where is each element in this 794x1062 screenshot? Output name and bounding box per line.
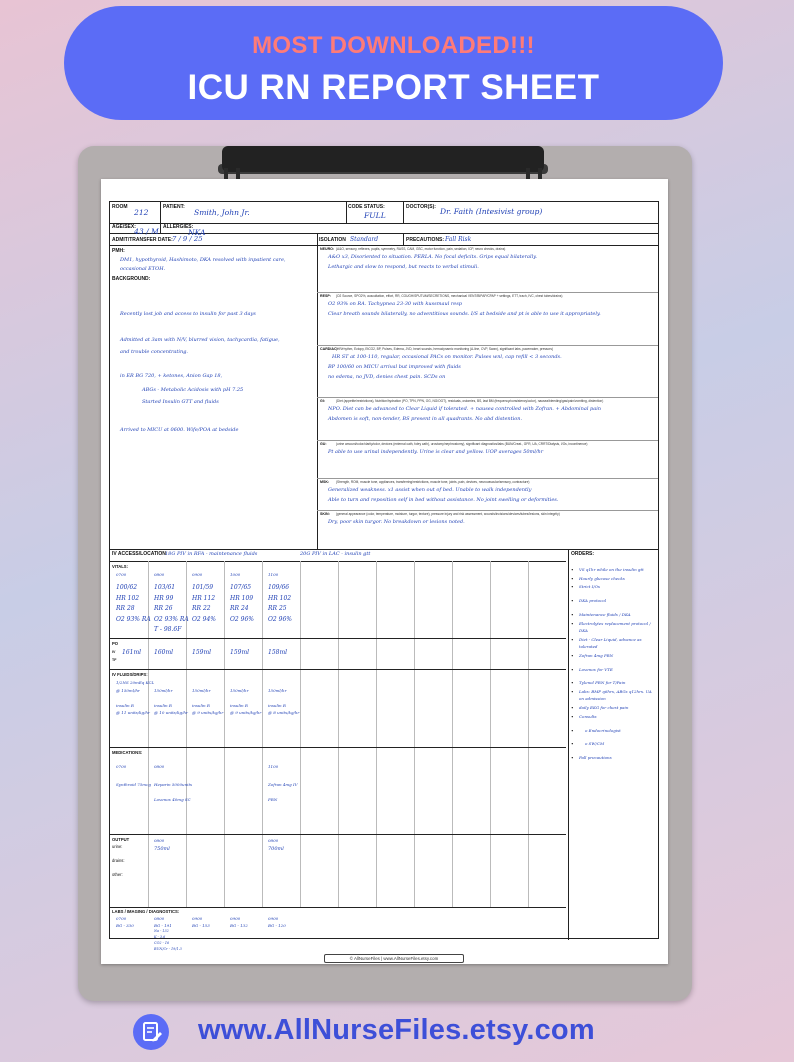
precautions-value: Fall Risk xyxy=(445,236,472,243)
background-line: in ER BG 720, + ketones, Anion Gap 18, xyxy=(120,373,223,379)
order-item: • Tylenol PRN for T/Pain xyxy=(571,679,657,686)
lab-value: Na - 132 xyxy=(154,929,169,933)
order-item: • Diet - Clear Liquid, advance as tolerated xyxy=(571,636,657,651)
medication-value: Zofran 4mg IV xyxy=(268,782,298,787)
grid-row-line xyxy=(110,747,566,748)
grid-row-line xyxy=(110,834,566,835)
system-divider xyxy=(317,510,658,511)
vitals-value: HR 102 xyxy=(116,594,140,602)
system-line: NPO. Diet can be advanced to Clear Liquid if tolerated. + nausea controlled with Zofran. + Abdominal pain xyxy=(328,406,602,412)
system-line: Lethargic and slow to respond, but reacts to verbal stimuli. xyxy=(328,264,479,270)
system-line: no edema, no JVD, denies chest pain. SCDs on xyxy=(328,374,446,380)
order-item: • Labs: BMP q6hrs, ABGs q12hrs. UA on admission xyxy=(571,688,657,703)
pmh-label: PMH: xyxy=(112,248,125,254)
admit-label: ADMIT/TRANSFER DATE: xyxy=(112,237,173,243)
medications-label: MEDICATIONS: xyxy=(112,750,143,755)
lab-value: K - 3.6 xyxy=(154,935,166,939)
fluid-value: @ 150ml/hr xyxy=(116,687,140,693)
orders-list xyxy=(571,566,657,768)
doctor-value: Dr. Faith (Intesivist group) xyxy=(440,207,543,216)
report-sheet xyxy=(101,179,668,964)
order-item: • Electrolytes replacement protocol / DKA xyxy=(571,620,657,635)
order-item: • Maintenance fluids / DKA xyxy=(571,611,657,618)
isolation-label: ISOLATION xyxy=(319,237,346,243)
grid-col-line xyxy=(224,561,225,907)
labs-label: LABS / IMAGING / DIAGNOSTICS: xyxy=(112,909,180,914)
grid-col-line xyxy=(452,561,453,907)
vitals-value: T - 98.6F xyxy=(154,626,182,633)
doctor-label: DOCTOR(S): xyxy=(406,204,436,210)
system-hint: (Strength, ROM, muscle tone, appliances, transferring/restrictions, muscle tone, joints, pain, devices, neurovascular/sensory, contracture) xyxy=(336,480,530,485)
vitals-value: O2 94% xyxy=(192,615,216,623)
allergies-label: ALLERGIES: xyxy=(163,224,194,230)
system-line: HR ST at 100-110, regular, occasional PACs on monitor. Pulses wnl, cap refill < 3 seconds. xyxy=(332,354,562,360)
medication-value: Lovenox 40mg SC xyxy=(154,797,191,802)
po-value: 159ml xyxy=(192,649,212,656)
medication-time: 0700 xyxy=(116,764,127,769)
sheet-footer: © AllNurseFiles | www.AllNurseFiles.etsy.com xyxy=(324,954,464,963)
iv-access-2: 20G PIV in LAC - insulin gtt xyxy=(300,551,371,557)
grid-col-line xyxy=(376,561,377,907)
output-label: OUTPUT xyxy=(112,837,130,842)
vitals-value: HR 109 xyxy=(230,594,254,602)
fluid-value: insulin R xyxy=(230,702,248,708)
vitals-value: O2 93% RA xyxy=(154,615,189,623)
vitals-value: 100/62 xyxy=(116,584,138,591)
system-label: MSK: xyxy=(320,480,330,484)
vitals-time: 0800 xyxy=(154,572,165,577)
output-time: 0800 xyxy=(154,838,165,843)
system-divider xyxy=(317,345,658,346)
po-value: 161ml xyxy=(122,649,142,656)
fluid-value: 150ml/hr xyxy=(192,687,211,693)
po-label: PO xyxy=(112,641,119,646)
vitals-value: RR 25 xyxy=(268,605,287,612)
output-value: 700ml xyxy=(268,846,284,852)
allergies-value: NKA xyxy=(188,228,206,237)
pmh-line: occasional ETOH. xyxy=(120,266,166,272)
order-item: • daily EKG for chest pain xyxy=(571,704,657,711)
system-hint: (A&O, sensory, reflexes, pupils, symmetry, RASS, CAM, GSC, motor function, pain, sedation, ICP, neuro checks, drains) xyxy=(336,247,506,252)
fluid-value: insulin R xyxy=(268,702,286,708)
output-row-label: other: xyxy=(112,872,123,877)
isolation-value: Standard xyxy=(350,236,379,243)
fluid-value: 150ml/hr xyxy=(268,687,287,693)
system-divider xyxy=(317,440,658,441)
document-edit-icon xyxy=(133,1014,169,1050)
lab-value: BG - 132 xyxy=(230,923,248,928)
system-label: RESP: xyxy=(320,294,331,298)
system-divider xyxy=(317,292,658,293)
vitals-value: RR 26 xyxy=(154,605,173,612)
grid-row-line xyxy=(110,669,566,670)
lab-value: BUN/Cr - 19/1.3 xyxy=(154,947,182,951)
order-item: • Strict I/Os xyxy=(571,583,657,590)
background-line: Arrived to MICU at 0600. Wife/POA at bedside xyxy=(120,427,239,433)
order-item: • Hourly glucose checks xyxy=(571,575,657,582)
vitals-value: HR 102 xyxy=(268,594,292,602)
grid-row-line xyxy=(110,638,566,639)
output-row-label: drains: xyxy=(112,858,125,863)
vitals-value: RR 22 xyxy=(192,605,211,612)
order-item: • DKA protocol xyxy=(571,597,657,604)
shop-url-link[interactable]: www.AllNurseFiles.etsy.com xyxy=(198,1014,595,1046)
background-line: Admitted at 3am with N/V, blurred vision, tachycardia, fatigue, xyxy=(120,337,280,343)
medication-value: Synthroid 75mcg xyxy=(116,782,151,787)
background-label: BACKGROUND: xyxy=(112,276,151,282)
output-time: 0800 xyxy=(268,838,279,843)
lab-value: BG - 120 xyxy=(268,923,286,928)
vitals-time: 0900 xyxy=(192,572,203,577)
banner-tagline: MOST DOWNLOADED!!! xyxy=(252,32,535,59)
system-hint: (O2 Source, SPO2%, auscultation, effort, RR, COUGH/SPUTUM/SECRETIONS, mechanical VENT/BIPAP/CPAP + settings, ETT, trach, IVC, chest tubes/drains) xyxy=(336,294,563,299)
grid-col-line xyxy=(338,561,339,907)
vitals-time: 1100 xyxy=(268,572,279,577)
output-row-label: urine: xyxy=(112,844,123,849)
patient-value: Smith, John Jr. xyxy=(194,208,250,217)
grid-row-line xyxy=(110,907,566,908)
system-divider xyxy=(317,478,658,479)
vitals-value: HR 112 xyxy=(192,594,216,602)
system-line: Abdomen is soft, non-tender, BS present in all quadrants. No abd distention. xyxy=(328,416,523,422)
lab-time: 0900 xyxy=(268,916,279,921)
vitals-value: RR 24 xyxy=(230,605,249,612)
vitals-value: 101/59 xyxy=(192,584,214,591)
fluid-value: @ 8 units/kg/hr xyxy=(268,710,300,715)
lab-value: BG - 191 xyxy=(154,923,172,928)
grid-col-line xyxy=(490,561,491,907)
medication-value: PRN xyxy=(268,797,278,802)
fluid-value: @ 10 units/kg/hr xyxy=(154,710,188,715)
patient-label: PATIENT: xyxy=(163,204,185,210)
system-line: Pt able to use urinal independently. Urine is clear and yellow. UOP averages 50ml/hr xyxy=(328,449,544,455)
medication-time: 1100 xyxy=(268,764,279,769)
po-value: 159ml xyxy=(230,649,250,656)
lab-time: 0900 xyxy=(230,916,241,921)
banner-title: ICU RN REPORT SHEET xyxy=(187,68,600,107)
vitals-value: RR 28 xyxy=(116,605,135,612)
fluid-value: @ 9 units/kg/hr xyxy=(192,710,224,715)
iv-access-1: 18G PIV in RFA - maintenance fluids xyxy=(165,551,258,557)
vitals-value: 107/65 xyxy=(230,584,252,591)
vitals-value: 109/66 xyxy=(268,584,290,591)
system-line: Clear breath sounds bilaterally, no adventitious sounds. I/S at bedside and pt is able to use it appropriately. xyxy=(328,311,601,317)
medication-value: Heparin 5000units xyxy=(154,782,193,787)
vitals-value: HR 99 xyxy=(154,594,174,602)
medication-time: 0800 xyxy=(154,764,165,769)
system-divider xyxy=(317,397,658,398)
lab-value: BG - 153 xyxy=(192,923,210,928)
background-line: Started Insulin GTT and fluids xyxy=(142,399,219,405)
lab-time: 0900 xyxy=(192,916,203,921)
vitals-time: 1000 xyxy=(230,572,241,577)
grid-col-line xyxy=(148,561,149,907)
order-item: • o SW/CM xyxy=(571,740,657,747)
code-status-value: FULL xyxy=(364,211,386,220)
orders-label: ORDERS: xyxy=(571,551,595,557)
grid-col-line xyxy=(300,561,301,907)
order-item: • Lovenox for VTE xyxy=(571,666,657,673)
system-label: CARDIAC: xyxy=(320,347,338,351)
room-value: 212 xyxy=(134,208,149,217)
po-sub-label: IV xyxy=(112,650,116,654)
fluid-value: 1/2NS 20mEq KCL xyxy=(116,680,155,685)
lab-value: CO2 - 16 xyxy=(154,941,170,945)
pmh-line: DM1, hypothyroid, Hashimoto, DKA resolved with inpatient care, xyxy=(120,257,286,263)
report-form xyxy=(109,201,659,961)
system-label: GU: xyxy=(320,442,327,446)
lab-time: 0700 xyxy=(116,916,127,921)
system-line: BP 100/60 on MICU arrival but improved with fluids xyxy=(328,364,461,370)
admit-value: 7 / 9 / 25 xyxy=(172,235,203,243)
room-label: ROOM xyxy=(112,204,128,210)
background-line: Recently lost job and access to insulin for past 3 days xyxy=(120,311,256,317)
fluid-value: insulin R xyxy=(154,702,172,708)
system-label: NEURO: xyxy=(320,247,335,251)
title-banner xyxy=(64,6,723,120)
vitals-value: O2 96% xyxy=(268,615,292,623)
fluid-value: @ 9 units/kg/hr xyxy=(230,710,262,715)
fluid-value: insulin R xyxy=(192,702,210,708)
fluid-value: insulin R xyxy=(116,702,134,708)
lab-value: BG - 330 xyxy=(116,923,134,928)
system-label: GI: xyxy=(320,399,325,403)
po-value: 160ml xyxy=(154,649,174,656)
agesex-label: AGE/SEX: xyxy=(112,224,136,230)
background-line: ABGs - Metabolic Acidosis with pH 7.25 xyxy=(142,387,244,393)
grid-col-line xyxy=(186,561,187,907)
system-line: Able to turn and reposition self in bed without assistance. No joint swelling or deformities. xyxy=(328,497,559,503)
system-hint: (urine amount/color/clarity/odor, devices (external cath, foley cath), urostomy/nephrostomy), significant diagnostics/labs (BUN/Creat., GFR, UA, CRRT/Dialysis, I/Os, incontinence) xyxy=(336,442,588,447)
vitals-value: O2 93% RA xyxy=(116,615,151,623)
order-item: • VS q1hr while on the insulin gtt xyxy=(571,566,657,573)
bottom-bar xyxy=(0,1010,794,1054)
vitals-value: 103/61 xyxy=(154,584,176,591)
po-sub-label: TF xyxy=(112,658,117,662)
agesex-value: 43 / M xyxy=(134,227,159,236)
output-value: 750ml xyxy=(154,846,170,852)
system-line: Dry, poor skin turgor. No breakdown or lesions noted. xyxy=(328,519,465,525)
grid-col-line xyxy=(414,561,415,907)
order-item: • Zofran 4mg PRN xyxy=(571,652,657,659)
system-line: Generalized weakness. x1 assist when out of bed. Unable to walk independently xyxy=(328,487,532,493)
lab-time: 0800 xyxy=(154,916,165,921)
vitals-value: O2 96% xyxy=(230,615,254,623)
vitals-label: VITALS: xyxy=(112,564,128,569)
code-status-label: CODE STATUS: xyxy=(348,204,385,210)
background-line: and trouble concentrating. xyxy=(120,349,188,355)
precautions-label: PRECAUTIONS: xyxy=(406,237,445,243)
order-item: • o Endocrinologist xyxy=(571,727,657,734)
system-label: SKIN: xyxy=(320,512,330,516)
grid-col-line xyxy=(528,561,529,907)
system-line: O2 93% on RA. Tachypnea 23-30 with kussmaul resp xyxy=(328,301,462,307)
system-hint: (Diet (appetite/restrictions), Nutrition/hydration (PO, TPN, PPN, OG, NG/OGT), residuals, ostomies, BS, last BM (frequency/consistency/color), nausea/bleeding/gas/pain/vomiting, distention) xyxy=(336,399,604,404)
fluid-value: 150ml/hr xyxy=(230,687,249,693)
system-line: A&O x3, Disoriented to situation. PERLA. No focal deficits. Grips equal bilaterally. xyxy=(328,254,537,260)
system-hint: (general appearance (color, temperature, moisture, turgor, texture), pressure injury and risk assessment, wounds/incisions/devices/tubes/lesions, skin integrity) xyxy=(336,512,560,517)
grid-col-line xyxy=(262,561,263,907)
po-value: 158ml xyxy=(268,649,288,656)
order-item: • Consults xyxy=(571,713,657,720)
iv-access-label: IV ACCESS/LOCATION xyxy=(112,551,166,557)
fluids-label: IV FLUIDS/DRIPS: xyxy=(112,672,148,677)
fluid-value: 150ml/hr xyxy=(154,687,173,693)
order-item: • Fall precautions xyxy=(571,754,657,761)
vitals-time: 0700 xyxy=(116,572,127,577)
fluid-value: @ 11 units/kg/hr xyxy=(116,710,150,715)
system-hint: (HR/rhythm, Ectopy, EtCO2, BP, Pulses, Edema, JVD, heart sounds, hemodynamic monitoring (A-line, CVP, Swan), significant labs, pacemaker, pressors) xyxy=(336,347,554,352)
